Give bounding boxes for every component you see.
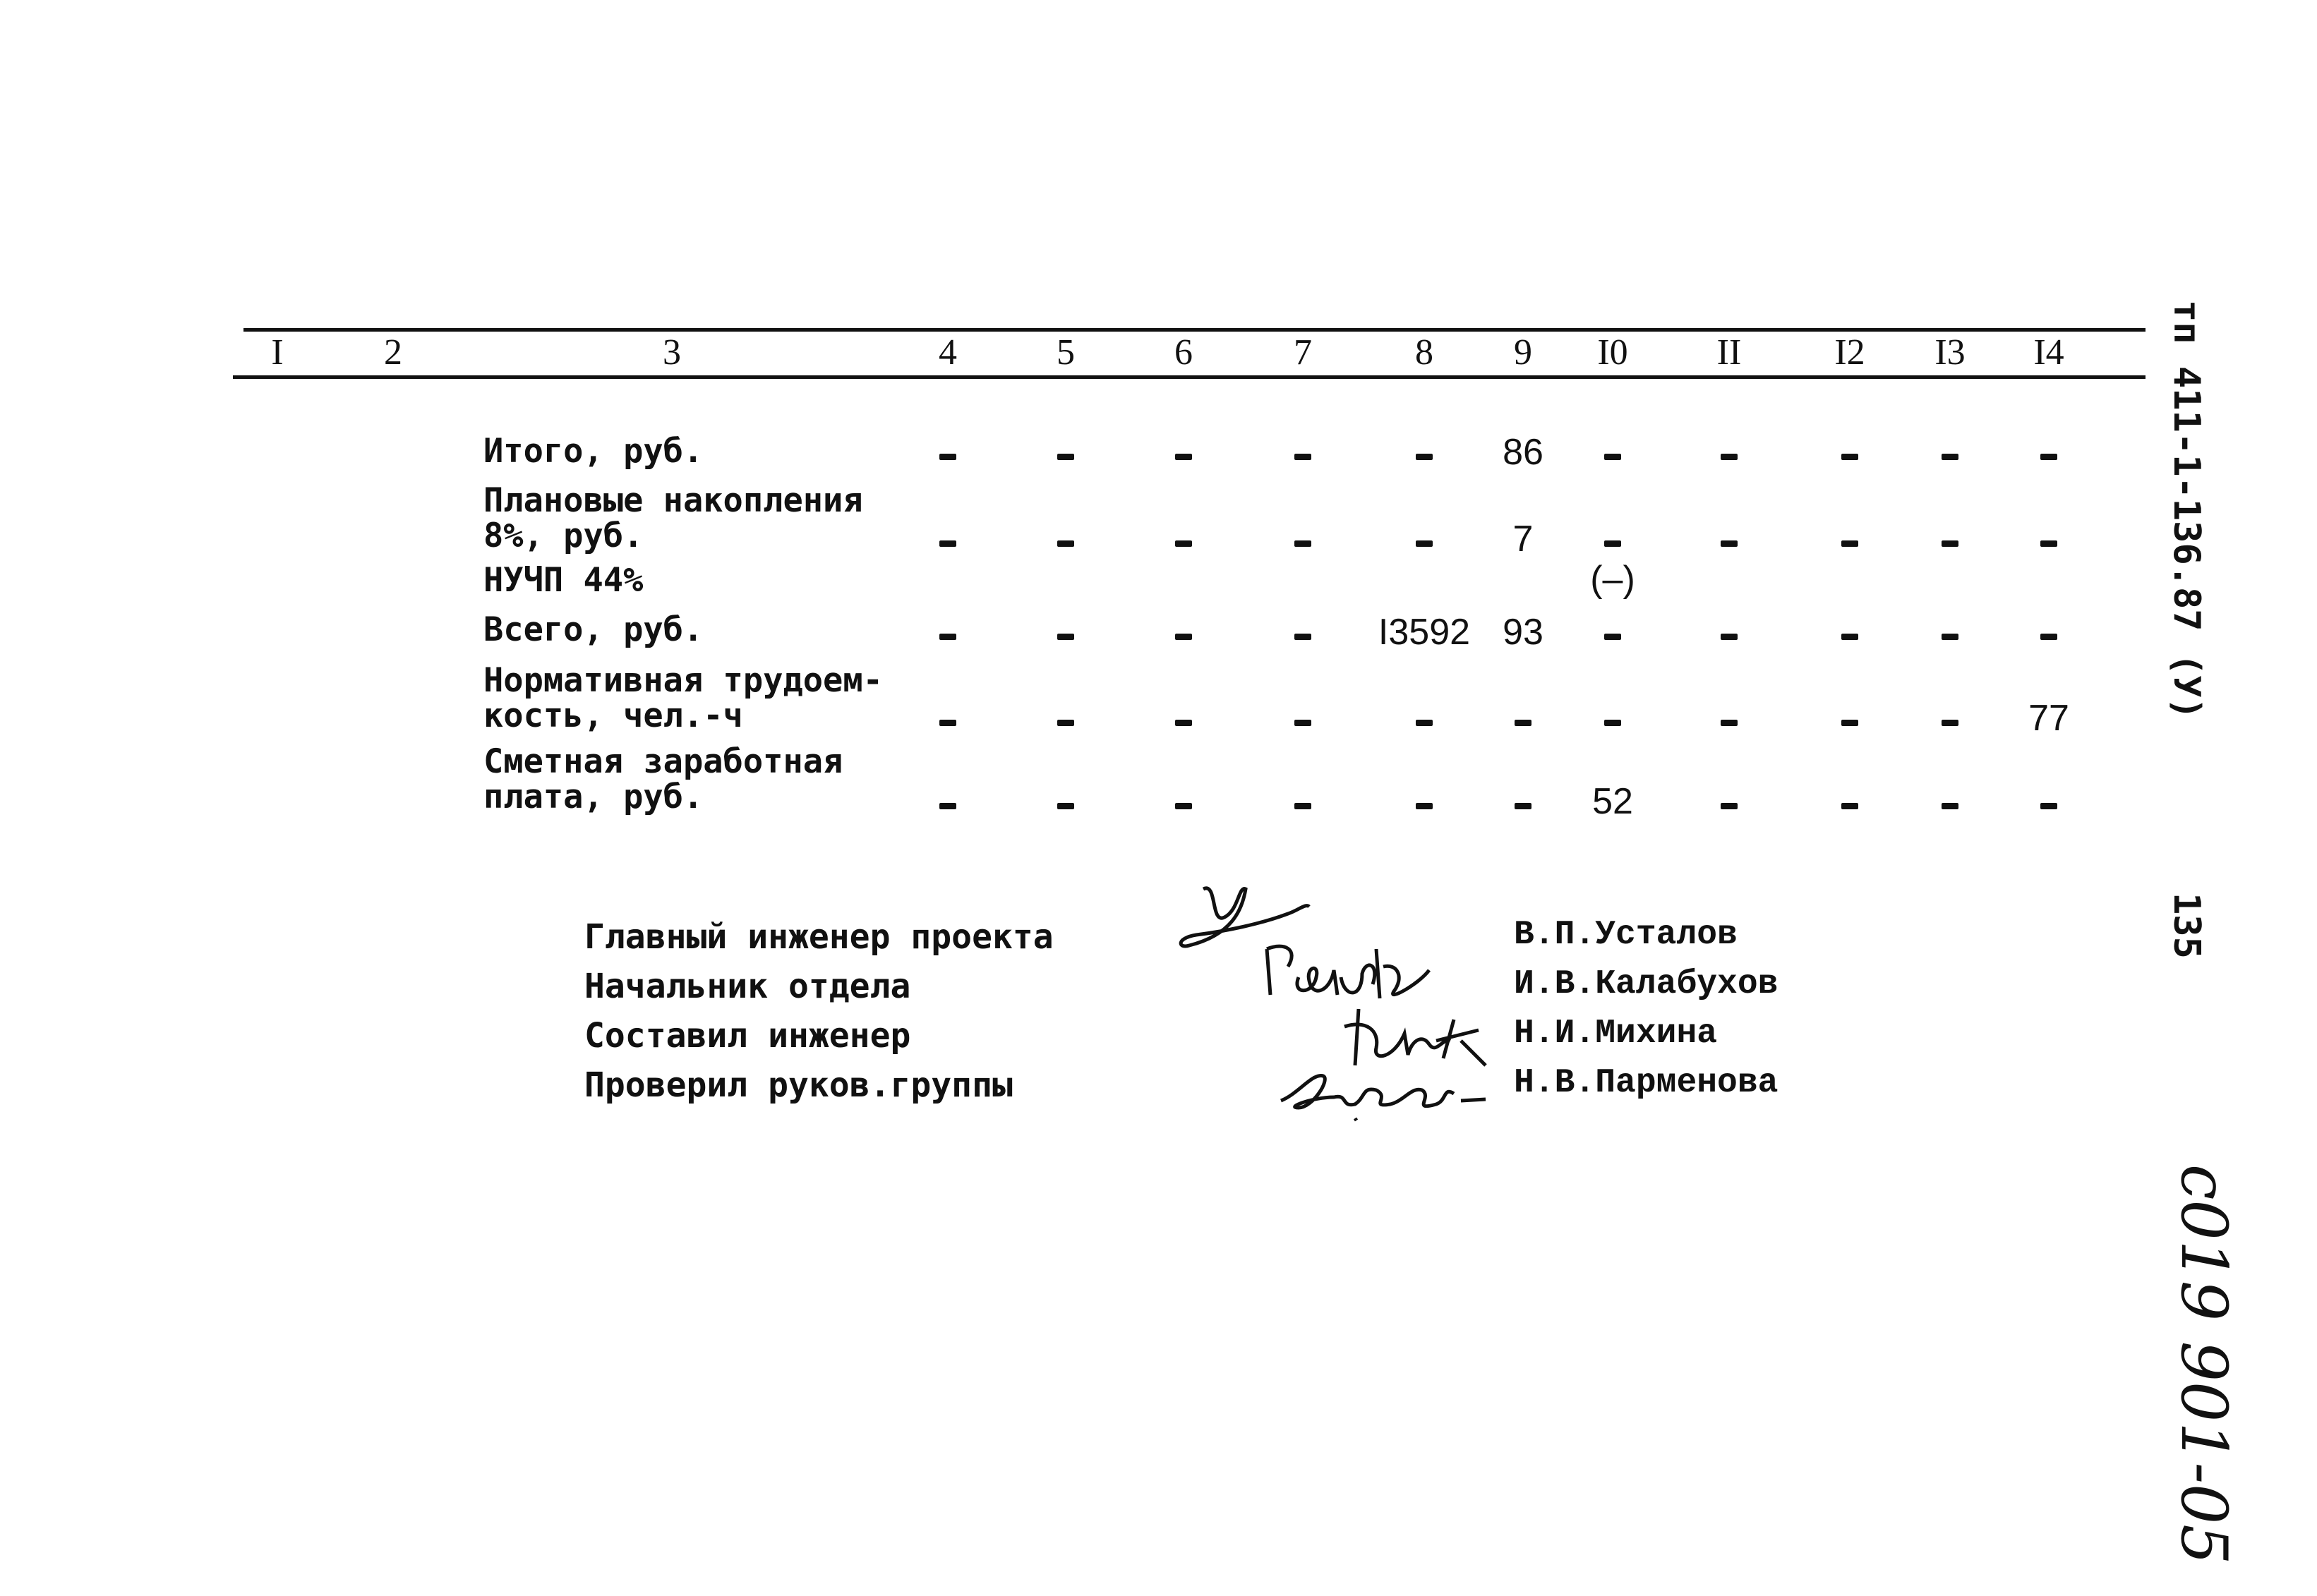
row-label-zarplata: Сметная заработная плата, руб. bbox=[483, 742, 843, 816]
column-header-1: I bbox=[271, 332, 284, 373]
table-cell-dash bbox=[1294, 634, 1311, 640]
table-cell: (–) bbox=[1590, 559, 1635, 600]
table-cell-dash bbox=[1057, 634, 1074, 640]
table-cell-dash bbox=[1057, 720, 1074, 726]
table-cell-dash bbox=[1416, 454, 1433, 460]
table-cell: 93 bbox=[1503, 612, 1543, 653]
table-cell-dash bbox=[1841, 720, 1858, 726]
role-chief-engineer: Главный инженер проекта bbox=[584, 917, 1054, 957]
table-cell-dash bbox=[1942, 803, 1958, 809]
role-department-head: Начальник отдела bbox=[584, 967, 911, 1006]
table-cell-dash bbox=[1175, 540, 1192, 547]
name-parmenova: Н.В.Парменова bbox=[1514, 1064, 1779, 1102]
table-cell-dash bbox=[1057, 454, 1074, 460]
name-kalabukhov: И.В.Калабухов bbox=[1514, 965, 1779, 1003]
table-cell-dash bbox=[1942, 540, 1958, 547]
table-cell-dash bbox=[1175, 720, 1192, 726]
table-cell-dash bbox=[939, 540, 956, 547]
table-cell-dash bbox=[1942, 720, 1958, 726]
name-mikhina: Н.И.Михина bbox=[1514, 1015, 1718, 1053]
column-header-4: 4 bbox=[939, 332, 957, 373]
handwritten-archive-code: с019 901-05 bbox=[2167, 1164, 2241, 1565]
name-ustalov: В.П.Усталов bbox=[1514, 916, 1738, 954]
table-header-rule bbox=[233, 375, 2146, 379]
table-cell-dash bbox=[1294, 803, 1311, 809]
table-cell-dash bbox=[1721, 454, 1738, 460]
table-cell: 86 bbox=[1503, 432, 1543, 473]
column-header-14: I4 bbox=[2033, 332, 2064, 373]
table-cell: I3592 bbox=[1378, 612, 1471, 653]
table-cell-dash bbox=[939, 803, 956, 809]
table-cell-dash bbox=[2040, 803, 2057, 809]
table-cell-dash bbox=[1841, 454, 1858, 460]
table-cell-dash bbox=[1721, 540, 1738, 547]
row-label-trudoemkost: Нормативная трудоем- кость, чел.-ч bbox=[483, 661, 883, 735]
table-cell-dash bbox=[1416, 540, 1433, 547]
table-cell-dash bbox=[2040, 540, 2057, 547]
table-cell-dash bbox=[1604, 634, 1621, 640]
table-cell-dash bbox=[1416, 720, 1433, 726]
table-cell-dash bbox=[1175, 634, 1192, 640]
table-cell-dash bbox=[939, 454, 956, 460]
table-cell-dash bbox=[1175, 803, 1192, 809]
column-header-12: I2 bbox=[1834, 332, 1865, 373]
table-cell-dash bbox=[1515, 803, 1531, 809]
column-header-8: 8 bbox=[1415, 332, 1433, 373]
column-header-5: 5 bbox=[1057, 332, 1075, 373]
table-cell-dash bbox=[2040, 454, 2057, 460]
role-checked-by: Проверил руков.группы bbox=[584, 1065, 1013, 1105]
table-cell-dash bbox=[1175, 454, 1192, 460]
row-label-planovye: Плановые накопления 8%, руб. bbox=[483, 481, 863, 555]
column-header-13: I3 bbox=[1934, 332, 1966, 373]
table-cell-dash bbox=[1721, 720, 1738, 726]
table-cell-dash bbox=[1416, 803, 1433, 809]
document-code: тп 411-1-136.87 (У) bbox=[2165, 300, 2208, 720]
table-cell-dash bbox=[1942, 634, 1958, 640]
column-header-9: 9 bbox=[1514, 332, 1532, 373]
row-label-vsego: Всего, руб. bbox=[483, 610, 704, 649]
table-cell-dash bbox=[939, 634, 956, 640]
table-cell: 77 bbox=[2028, 698, 2069, 739]
table-cell-dash bbox=[1604, 454, 1621, 460]
table-cell-dash bbox=[1841, 803, 1858, 809]
column-header-7: 7 bbox=[1294, 332, 1312, 373]
table-cell-dash bbox=[1604, 720, 1621, 726]
table-cell-dash bbox=[1721, 803, 1738, 809]
signature-parmenova bbox=[1270, 1058, 1496, 1122]
table-cell-dash bbox=[1721, 634, 1738, 640]
table-cell: 7 bbox=[1512, 519, 1534, 560]
column-header-3: 3 bbox=[663, 332, 681, 373]
row-label-itogo: Итого, руб. bbox=[483, 432, 704, 471]
table-cell-dash bbox=[1841, 634, 1858, 640]
table-cell-dash bbox=[1515, 720, 1531, 726]
table-cell-dash bbox=[1294, 454, 1311, 460]
role-compiled-by: Составил инженер bbox=[584, 1016, 911, 1056]
table-cell-dash bbox=[2040, 634, 2057, 640]
table-cell-dash bbox=[939, 720, 956, 726]
table-cell-dash bbox=[1294, 720, 1311, 726]
table-cell-dash bbox=[1057, 803, 1074, 809]
table-cell-dash bbox=[1942, 454, 1958, 460]
table-cell-dash bbox=[1294, 540, 1311, 547]
table-cell-dash bbox=[1604, 540, 1621, 547]
table-cell: 52 bbox=[1592, 781, 1633, 822]
table-cell-dash bbox=[1841, 540, 1858, 547]
row-label-nuchp: НУЧП 44% bbox=[483, 561, 644, 600]
column-header-6: 6 bbox=[1174, 332, 1193, 373]
column-header-2: 2 bbox=[384, 332, 402, 373]
column-header-10: I0 bbox=[1597, 332, 1628, 373]
table-cell-dash bbox=[1057, 540, 1074, 547]
page-number: 135 bbox=[2165, 893, 2208, 959]
column-header-11: II bbox=[1716, 332, 1742, 373]
